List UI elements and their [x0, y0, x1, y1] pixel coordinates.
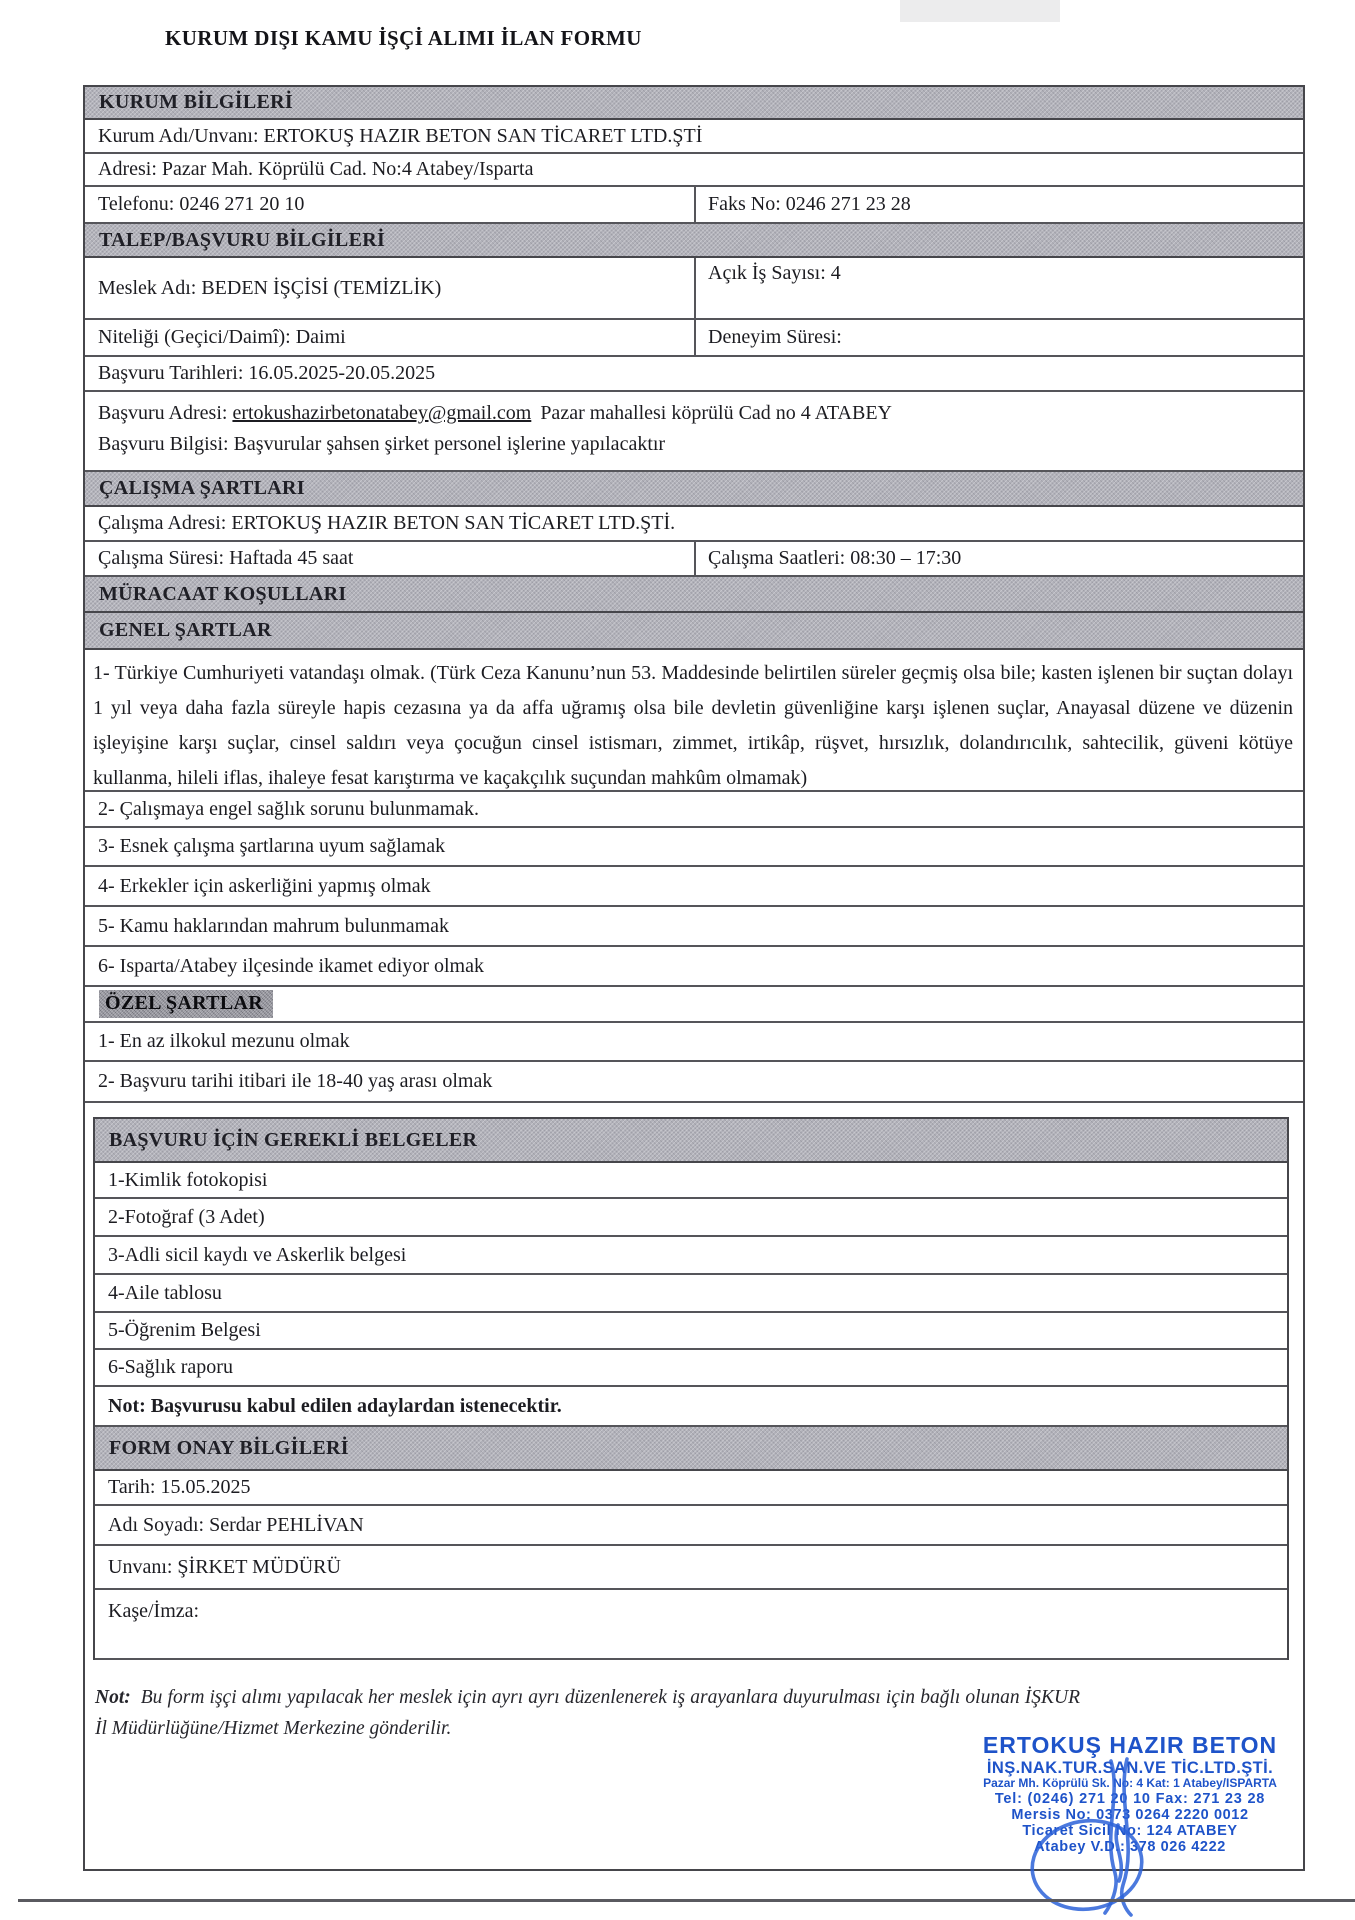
section-header-muracaat-kosullari [85, 577, 1303, 613]
footnote [95, 1682, 1080, 1744]
section-header-talep-basvuru [85, 224, 1303, 258]
row-belgeler-not [95, 1387, 1287, 1427]
genel-madde-1-text: 1- Türkiye Cumhuriyeti vatandaşı olmak. (Türk Ceza Kanunu’nun 53. Maddesinde belirtilen süreler geçmiş olsa bile; kasten işlenen bir suçtan dolayı 1 yıl veya daha fazla süreyle hapis cezasına ya da affa uğramış olsa bile devletin güvenliğine karşı işlenen suçlar, Anayasal düzene ve düzenin işleyişine karşı suçlar, cinsel saldırı veya çocuğun cinsel istismarı, zimmet, irtikâp, rüşvet, hırsızlık, dolandırıcılık, sahtecilik, güveni kötüye kullanma, hileli iflas, ihaleye fesat karıştırma ve kaçakçılık suçundan mahkûm olmamak) [93, 662, 1293, 789]
row-ozel-madde-2 [85, 1062, 1303, 1103]
basvuru-tarihleri-text: Başvuru Tarihleri: 16.05.2025-20.05.2025 [98, 362, 436, 384]
row-onay-ad-soyad [95, 1506, 1287, 1546]
signature-icon [1015, 1755, 1195, 1920]
acik-is-text: Açık İş Sayısı: 4 [708, 262, 841, 284]
onay-unvan-text: Unvanı: ŞİRKET MÜDÜRÜ [108, 1555, 341, 1578]
row-genel-madde-1 [85, 650, 1303, 792]
row-ozel-sartlar-header [85, 987, 1303, 1023]
row-belge-3 [95, 1237, 1287, 1275]
scan-artifact-bottom-line [18, 1899, 1355, 1902]
nitelik-text: Niteliği (Geçici/Daimî): Daimi [98, 326, 346, 348]
row-meslek-acikis [85, 258, 1303, 320]
onay-ad-soyad-text: Adı Soyadı: Serdar PEHLİVAN [108, 1513, 364, 1536]
row-onay-unvan [95, 1546, 1287, 1590]
cell-calisma-suresi [85, 542, 696, 575]
footnote-label: Not: [95, 1687, 131, 1708]
stamp-company-type: İNŞ.NAK.TUR.SAN.VE TİC.LTD.ŞTİ. [986, 1758, 1274, 1777]
cell-meslek [85, 258, 696, 318]
section-header-label: TALEP/BAŞVURU BİLGİLERİ [99, 228, 386, 251]
belge-6-text: 6-Sağlık raporu [108, 1356, 233, 1378]
footnote-text: Bu form işçi alımı yapılacak her meslek için ayrı ayrı düzenlenerek iş arayanlara duyurulması için bağlı olunan İŞKUR İl Müdürlüğüne/Hizmet Merkezine gönderilir. [95, 1687, 1080, 1739]
basvuru-adres-label: Başvuru Adresi: [98, 402, 233, 424]
cell-acik-is [696, 258, 1303, 318]
section-header-genel-sartlar [85, 613, 1303, 650]
row-calisma-sure-saat [85, 542, 1303, 577]
row-genel-madde-6 [85, 947, 1303, 987]
row-nitelik-deneyim [85, 320, 1303, 357]
row-belge-1 [95, 1163, 1287, 1199]
belge-3-text: 3-Adli sicil kaydı ve Askerlik belgesi [108, 1243, 407, 1266]
faks-text: Faks No: 0246 271 23 28 [708, 193, 911, 215]
section-header-label: GENEL ŞARTLAR [99, 619, 272, 641]
form-outer-border [83, 85, 1305, 1871]
row-belge-5 [95, 1313, 1287, 1350]
row-ozel-madde-1 [85, 1023, 1303, 1062]
section-header-label: ÇALIŞMA ŞARTLARI [99, 477, 305, 499]
row-kase-imza [95, 1590, 1287, 1660]
belge-4-text: 4-Aile tablosu [108, 1281, 222, 1304]
genel-madde-2-text: 2- Çalışmaya engel sağlık sorunu bulunmamak. [98, 797, 480, 820]
basvuru-bilgi-text: Başvuru Bilgisi: Başvurular şahsen şirket personel işlerine yapılacaktır [98, 433, 666, 455]
genel-madde-6-text: 6- Isparta/Atabey ilçesinde ikamet ediyor olmak [98, 954, 484, 977]
basvuru-email-text: ertokushazirbetonatabey@gmail.com [232, 402, 532, 424]
section-header-form-onay [95, 1427, 1287, 1471]
section-header-gerekli-belgeler [95, 1119, 1287, 1163]
row-basvuru-adres-bilgi [85, 392, 1303, 472]
stamp-company-name: ERTOKUŞ HAZIR BETON [982, 1732, 1278, 1758]
genel-madde-4-text: 4- Erkekler için askerliğini yapmış olmak [98, 874, 431, 897]
belge-5-text: 5-Öğrenim Belgesi [108, 1319, 261, 1341]
section-header-label: MÜRACAAT KOŞULLARI [99, 582, 347, 605]
row-kurum-adi [85, 120, 1303, 154]
row-genel-madde-4 [85, 867, 1303, 907]
basvuru-adres-line [98, 398, 1303, 429]
section-header-label: BAŞVURU İÇİN GEREKLİ BELGELER [109, 1128, 478, 1151]
stamp-address: Pazar Mh. Köprülü Sk. No: 4 Kat: 1 Atabey/ISPARTA [983, 1776, 1277, 1791]
row-basvuru-tarihleri [85, 357, 1303, 392]
row-genel-madde-3 [85, 828, 1303, 867]
genel-madde-5-text: 5- Kamu haklarından mahrum bulunmamak [98, 914, 450, 937]
calisma-suresi-text: Çalışma Süresi: Haftada 45 saat [98, 547, 354, 569]
row-calisma-adresi [85, 507, 1303, 542]
cell-faks [696, 187, 1303, 222]
section-header-label: KURUM BİLGİLERİ [99, 91, 293, 113]
belgeler-onay-table [93, 1117, 1289, 1660]
meslek-text: Meslek Adı: BEDEN İŞÇİSİ (TEMİZLİK) [98, 276, 442, 299]
row-belge-6 [95, 1350, 1287, 1387]
stamp-vergi-dairesi: Atabey V.D.: 378 026 4222 [1034, 1839, 1226, 1856]
row-belge-2 [95, 1199, 1287, 1237]
genel-madde-3-text: 3- Esnek çalışma şartlarına uyum sağlamak [98, 835, 446, 857]
stamp-phone-fax: Tel: (0246) 271 20 10 Fax: 271 23 28 [994, 1790, 1266, 1807]
kase-imza-text: Kaşe/İmza: [108, 1600, 200, 1622]
section-header-label: FORM ONAY BİLGİLERİ [109, 1436, 349, 1459]
kurum-adi-text: Kurum Adı/Unvanı: ERTOKUŞ HAZIR BETON SAN TİCARET LTD.ŞTİ [98, 124, 703, 147]
cell-nitelik [85, 320, 696, 355]
scan-artifact-top-right [900, 0, 1060, 22]
stamp-mersis-no: Mersis No: 0373 0264 2220 0012 [1011, 1806, 1249, 1823]
calisma-saatleri-text: Çalışma Saatleri: 08:30 – 17:30 [708, 547, 962, 569]
stamp-ticaret-sicil: Ticaret Sicil No: 124 ATABEY [1022, 1823, 1238, 1840]
belge-1-text: 1-Kimlik fotokopisi [108, 1168, 268, 1191]
row-genel-madde-2 [85, 792, 1303, 828]
telefon-text: Telefonu: 0246 271 20 10 [98, 193, 305, 215]
row-kurum-adresi [85, 154, 1303, 187]
cell-deneyim [696, 320, 1303, 355]
belge-2-text: 2-Fotoğraf (3 Adet) [108, 1205, 265, 1228]
kurum-adres-text: Adresi: Pazar Mah. Köprülü Cad. No:4 Atabey/Isparta [98, 158, 534, 180]
deneyim-text: Deneyim Süresi: [708, 326, 842, 348]
cell-calisma-saatleri [696, 542, 1303, 575]
calisma-adres-text: Çalışma Adresi: ERTOKUŞ HAZIR BETON SAN TİCARET LTD.ŞTİ. [98, 512, 676, 534]
basvuru-bilgi-line [98, 429, 1303, 460]
row-telefon-faks [85, 187, 1303, 224]
basvuru-adres-devam-text: Pazar mahallesi köprülü Cad no 4 ATABEY [540, 402, 892, 424]
section-header-calisma-sartlari [85, 472, 1303, 507]
row-genel-madde-5 [85, 907, 1303, 947]
ozel-madde-2-text: 2- Başvuru tarihi itibari ile 18-40 yaş arası olmak [98, 1070, 493, 1092]
row-belge-4 [95, 1275, 1287, 1313]
ozel-madde-1-text: 1- En az ilkokul mezunu olmak [98, 1030, 350, 1052]
page-title: KURUM DIŞI KAMU İŞÇİ ALIMI İLAN FORMU [165, 26, 642, 50]
row-onay-tarih [95, 1471, 1287, 1506]
cell-telefon [85, 187, 696, 222]
belgeler-not-text: Not: Başvurusu kabul edilen adaylardan istenecektir. [108, 1394, 562, 1417]
section-header-ozel-sartlar: ÖZEL ŞARTLAR [99, 990, 273, 1018]
onay-tarih-text: Tarih: 15.05.2025 [108, 1476, 251, 1498]
section-header-kurum-bilgileri [85, 87, 1303, 120]
